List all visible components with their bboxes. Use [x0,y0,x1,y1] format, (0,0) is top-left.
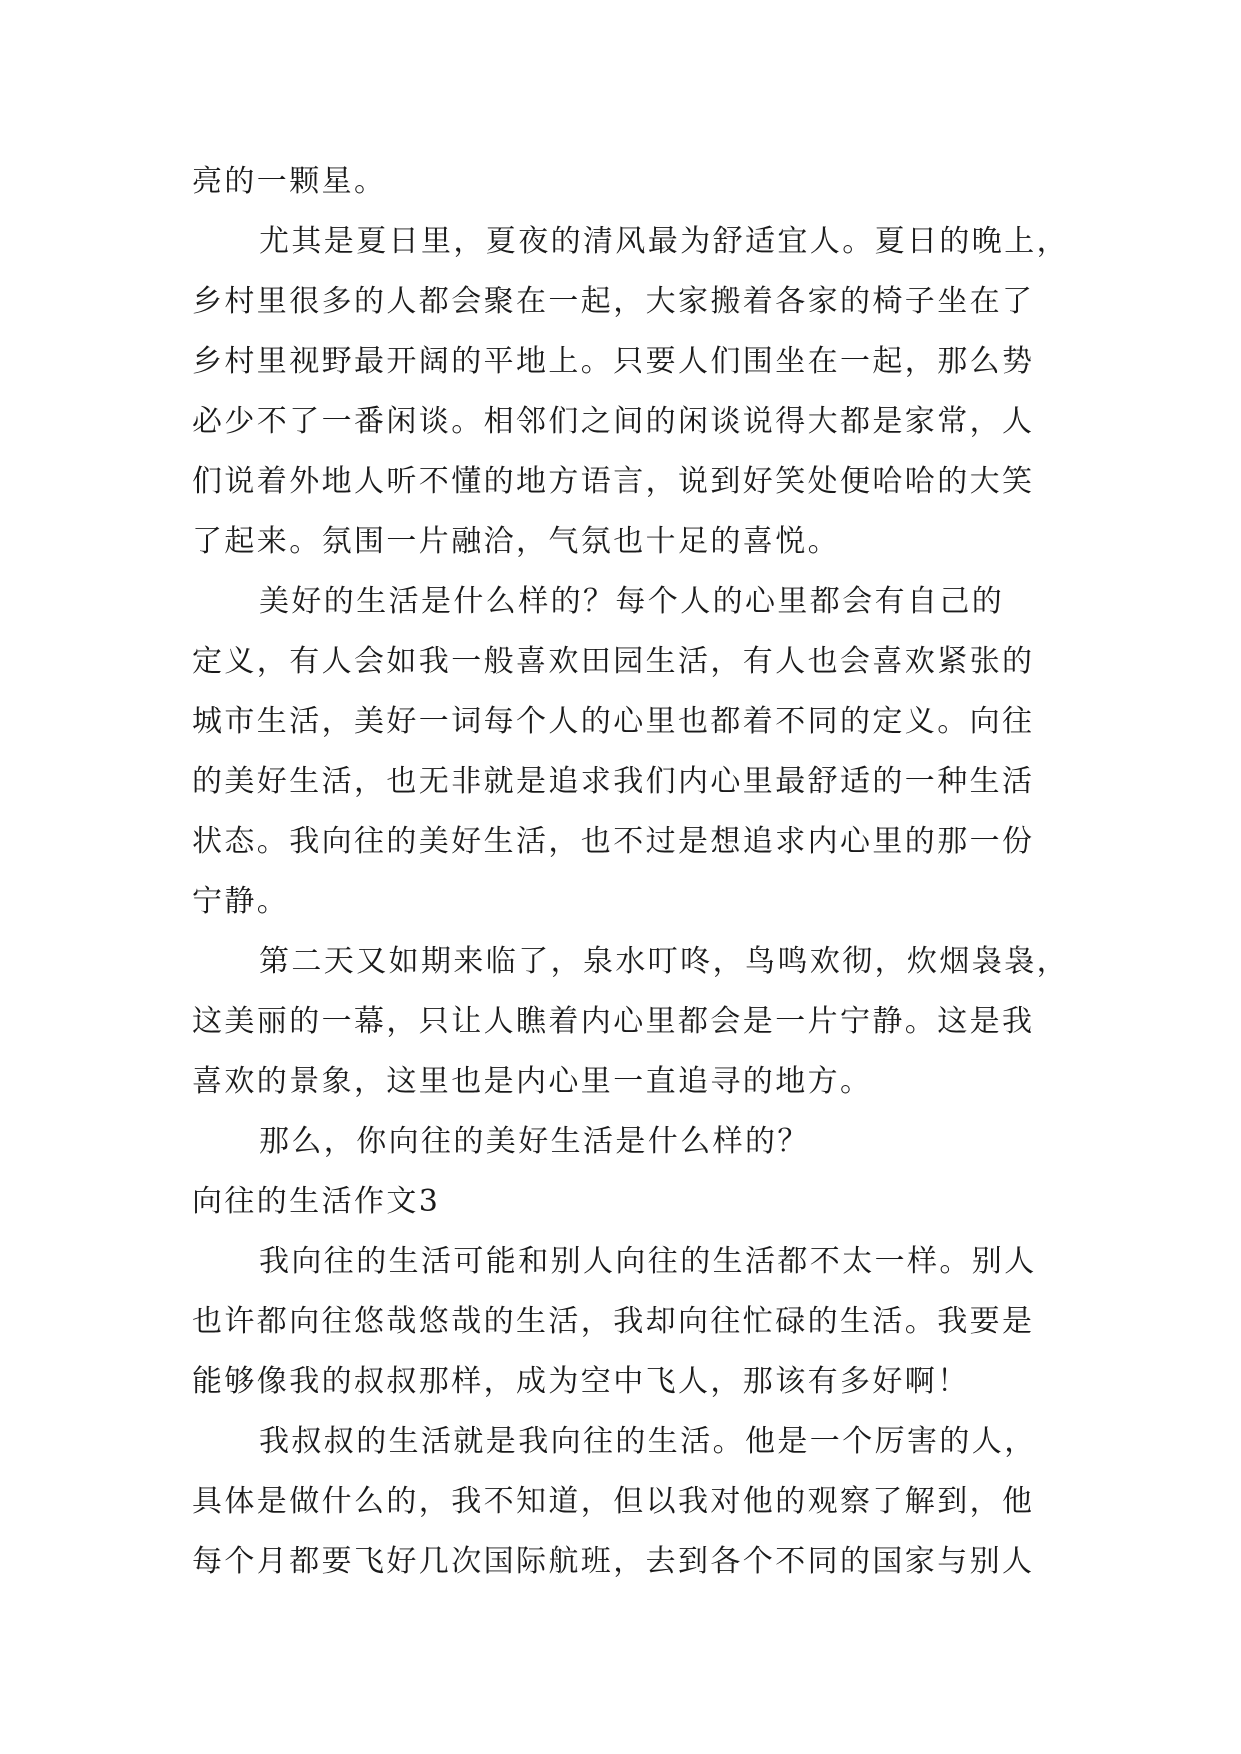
text-line: 们说着外地人听不懂的地方语言，说到好笑处便哈哈的大笑 [192,464,1035,499]
text-line: 必少不了一番闲谈。相邻们之间的闲谈说得大都是家常，人 [192,404,1035,439]
text-line: 定义，有人会如我一般喜欢田园生活，有人也会喜欢紧张的 [192,644,1035,679]
text-line: 了起来。氛围一片融洽，气氛也十足的喜悦。 [192,524,840,559]
text-line: 这美丽的一幕，只让人瞧着内心里都会是一片宁静。这是我 [192,1004,1035,1039]
text-line: 我向往的生活可能和别人向往的生活都不太一样。别人 [259,1244,1037,1279]
text-line: 能够像我的叔叔那样，成为空中飞人，那该有多好啊！ [192,1364,970,1399]
text-line: 第二天又如期来临了，泉水叮咚，鸟鸣欢彻，炊烟袅袅， [259,944,1069,979]
text-line: 亮的一颗星。 [192,164,387,199]
text-line: 乡村里视野最开阔的平地上。只要人们围坐在一起，那么势 [192,344,1035,379]
text-line: 的美好生活，也无非就是追求我们内心里最舒适的一种生活 [192,764,1035,799]
section-heading: 向往的生活作文3 [192,1184,441,1219]
text-line: 也许都向往悠哉悠哉的生活，我却向往忙碌的生活。我要是 [192,1304,1035,1339]
text-line: 每个月都要飞好几次国际航班，去到各个不同的国家与别人 [192,1544,1035,1579]
text-line: 我叔叔的生活就是我向往的生活。他是一个厉害的人， [259,1424,1037,1459]
text-line: 喜欢的景象，这里也是内心里一直追寻的地方。 [192,1064,873,1099]
text-line: 宁静。 [192,884,290,919]
text-line: 美好的生活是什么样的？每个人的心里都会有自己的 [259,584,1005,619]
text-line: 城市生活，美好一词每个人的心里也都着不同的定义。向往 [192,704,1035,739]
text-line: 尤其是夏日里，夏夜的清风最为舒适宜人。夏日的晚上， [259,224,1069,259]
document-body [192,152,1069,1592]
text-line: 乡村里很多的人都会聚在一起，大家搬着各家的椅子坐在了 [192,284,1035,319]
text-line: 那么，你向往的美好生活是什么样的？ [259,1124,810,1159]
text-line: 状态。我向往的美好生活，也不过是想追求内心里的那一份 [192,824,1035,859]
text-line: 具体是做什么的，我不知道，但以我对他的观察了解到，他 [192,1484,1035,1519]
